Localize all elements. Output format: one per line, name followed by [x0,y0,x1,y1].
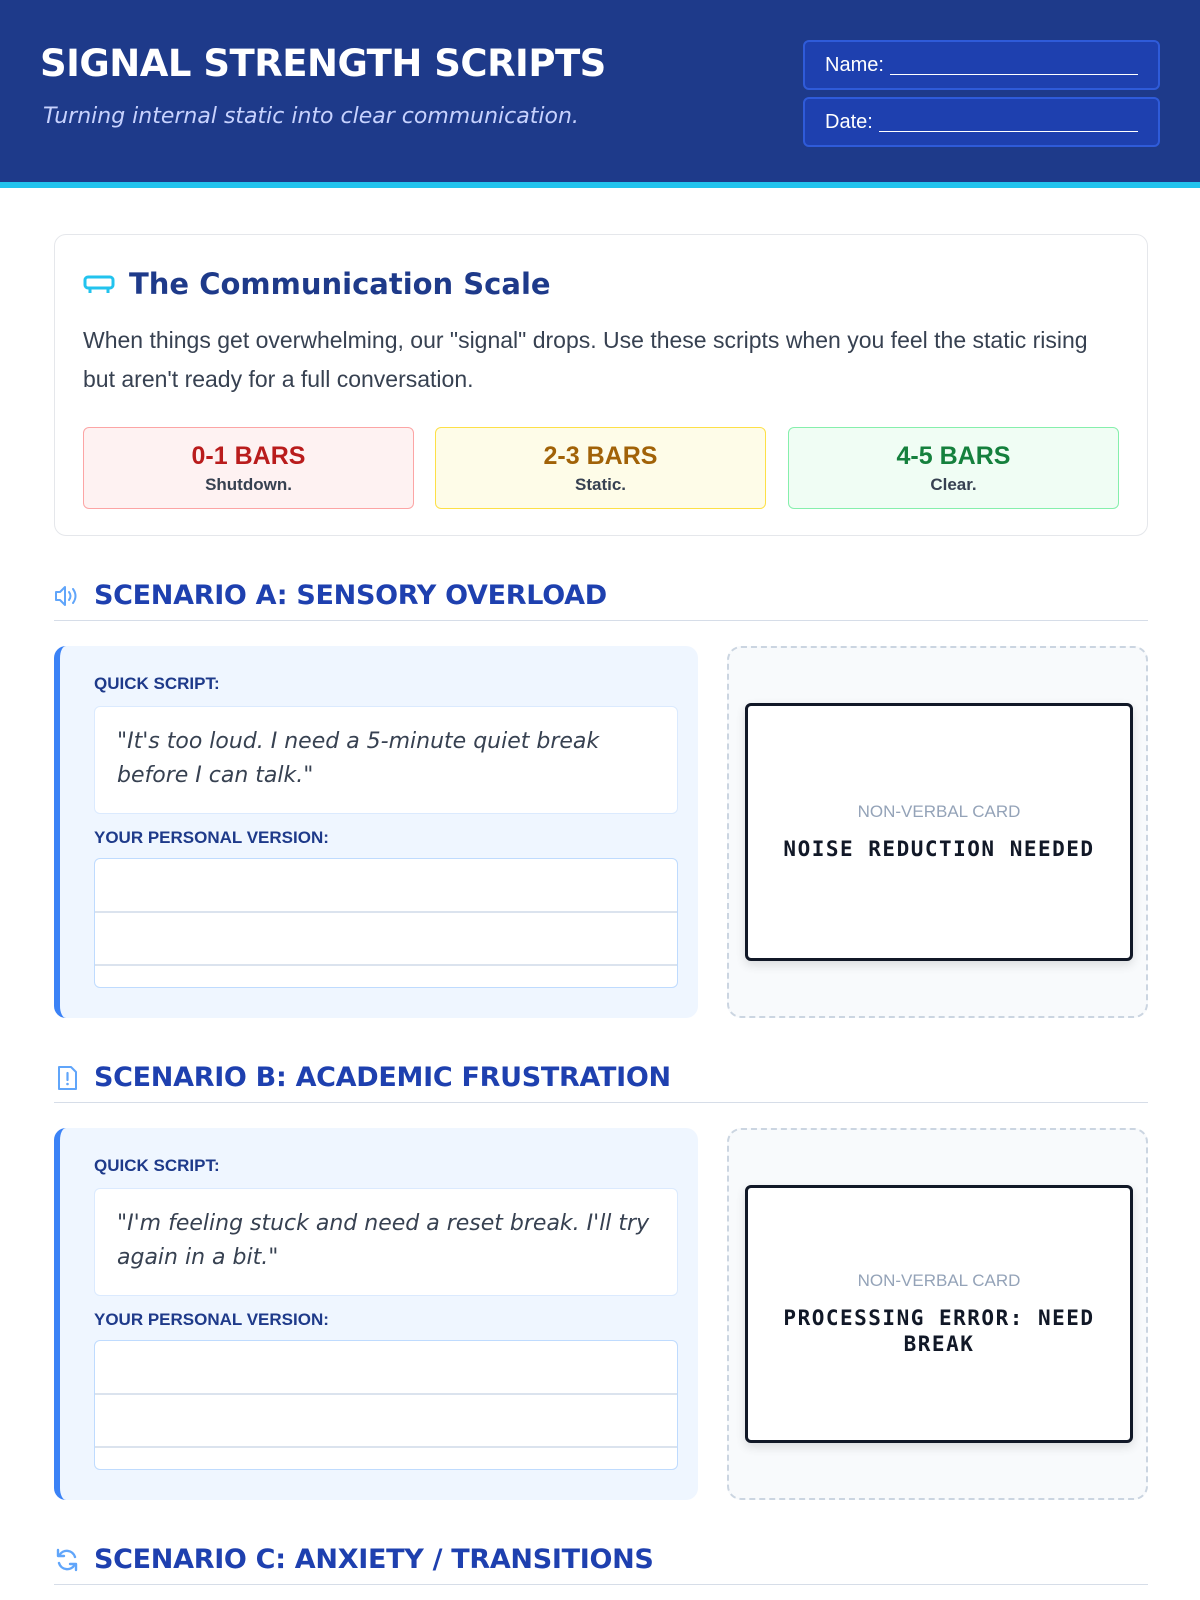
level-desc: Static. [574,475,627,494]
personal-version-label: YOUR PERSONAL VERSION: [94,828,329,847]
writing-line [95,911,677,913]
level-desc: Shutdown. [205,475,292,494]
scale-title: The Communication Scale [129,267,551,301]
writing-line [95,964,677,966]
scale-heading [83,267,551,301]
level-desc: Clear. [930,475,977,494]
non-verbal-card-label: NON-VERBAL CARD [857,802,1021,821]
scenario-c-title: SCENARIO C: ANXIETY / TRANSITIONS [94,1544,654,1575]
quick-script-label: QUICK SCRIPT: [94,1156,220,1175]
scenario-b-card-area [727,1128,1148,1500]
scenario-a-card-area [727,646,1148,1018]
scenario-a-script-panel [54,646,698,1018]
page-header [0,0,1200,188]
personal-version-label: YOUR PERSONAL VERSION: [94,1310,329,1329]
non-verbal-card [745,1185,1133,1443]
level-label: 2-3 BARS [543,442,658,470]
communication-scale-card [54,234,1148,536]
scenario-b-heading [54,1053,1148,1103]
refresh-icon [54,1547,80,1573]
writing-line [95,1446,677,1448]
level-2-3-bars [435,427,766,509]
alert-file-icon [54,1065,80,1091]
page-subtitle: Turning internal static into clear communication. [43,104,579,129]
non-verbal-card-label: NON-VERBAL CARD [857,1271,1021,1290]
non-verbal-card-text: NOISE REDUCTION NEEDED [783,837,1095,861]
scenario-a-title: SCENARIO A: SENSORY OVERLOAD [94,580,607,611]
page-title: SIGNAL STRENGTH SCRIPTS [40,42,606,85]
non-verbal-card-text: PROCESSING ERROR: NEED BREAK [783,1306,1095,1356]
date-field[interactable] [803,97,1160,147]
signal-icon [83,273,115,295]
scenario-c-heading [54,1535,1148,1585]
name-blank-line [890,59,1138,75]
quick-script-label: QUICK SCRIPT: [94,674,220,693]
personal-version-input[interactable] [94,858,678,988]
date-blank-line [879,116,1138,132]
level-label: 4-5 BARS [896,442,1011,470]
scenario-b-script-panel [54,1128,698,1500]
personal-version-input[interactable] [94,1340,678,1470]
quick-script-quote: "It's too loud. I need a 5-minute quiet break before I can talk." [94,706,678,814]
non-verbal-card [745,703,1133,961]
level-4-5-bars [788,427,1119,509]
quick-script-quote: "I'm feeling stuck and need a reset break. I'll try again in a bit." [94,1188,678,1296]
name-label: Name: [825,53,884,76]
scale-description: When things get overwhelming, our "signal" drops. Use these scripts when you feel the static rising but aren't ready for a full conversation. [83,327,1088,392]
level-0-1-bars [83,427,414,509]
date-label: Date: [825,110,873,133]
scenario-a-heading [54,571,1148,621]
volume-icon [54,584,80,608]
scenario-b-title: SCENARIO B: ACADEMIC FRUSTRATION [94,1062,671,1093]
writing-line [95,1393,677,1395]
level-label: 0-1 BARS [191,442,306,470]
name-field[interactable] [803,40,1160,90]
